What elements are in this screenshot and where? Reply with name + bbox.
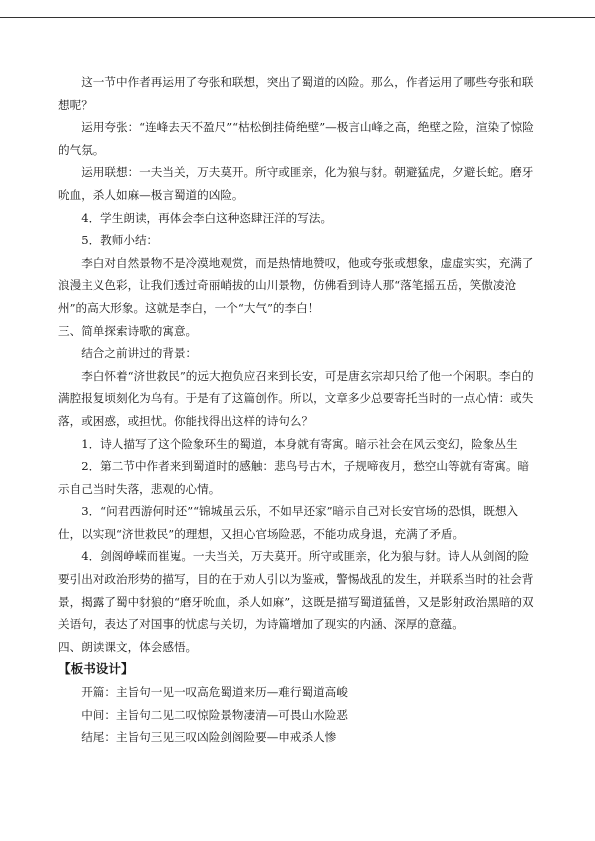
paragraph: 李白怀着“济世救民”的远大抱负应召来到长安，可是唐玄宗却只给了他一个闲职。李白的满腔报复顷刻化为乌有。于是有了这篇创作。所以，文章多少总要寄托当时的一点心情：或失落，或困惑，或担忧。你能找得出这样的诗句么？ bbox=[58, 368, 534, 428]
header-rule bbox=[0, 17, 595, 18]
document-body bbox=[58, 71, 538, 749]
paragraph: 运用夸张：“连峰去天不盈尺”“枯松倒挂倚绝壁”—极言山峰之高，绝壁之险，渲染了惊险的气氛。 bbox=[58, 120, 534, 157]
paragraph: 2．第二节中作者来到蜀道时的感触：悲鸟号古木，子规啼夜月，愁空山等就有寄寓。暗示自己当时失落，悲观的心情。 bbox=[58, 459, 530, 496]
board-line-ending: 结尾：主旨句三见三叹凶险剑阁险要—申戒杀人惨 bbox=[81, 730, 337, 745]
paragraph: 李白对自然景物不是冷漠地观赏，而是热情地赞叹，他或夸张或想象，虚虚实实，充满了浪漫主义色彩，让我们透过奇丽峭拔的山川景物，仿佛看到诗人那“落笔摇五岳，笑傲凌沧州”的高大形象。这就是李白，一个“大气”的李白！ bbox=[58, 255, 534, 315]
paragraph: 运用联想：一夫当关，万夫莫开。所守或匪亲，化为狼与豺。朝避猛虎，夕避长蛇。磨牙吮血，杀人如麻—极言蜀道的凶险。 bbox=[58, 165, 534, 202]
paragraph: 4．学生朗读，再体会李白这种恣肆汪洋的写法。 bbox=[81, 210, 333, 225]
paragraph: 1．诗人描写了这个险象环生的蜀道，本身就有寄寓。暗示社会在风云变幻，险象丛生 bbox=[81, 436, 518, 451]
board-line-middle: 中间：主旨句二见二叹惊险景物凄清—可畏山水险恶 bbox=[81, 707, 348, 722]
paragraph: 3．“问君西游何时还”“锦城虽云乐，不如早还家”暗示自己对长安官场的恐惧，既想入仕，以实现“济世救民”的理想，又担心官场险恶，不能功成身退，充满了矛盾。 bbox=[58, 504, 519, 541]
paragraph: 5．教师小结： bbox=[81, 233, 159, 248]
section-heading: 三、简单探索诗歌的寓意。 bbox=[58, 323, 198, 338]
section-heading: 四、朗读课文，体会感悟。 bbox=[58, 639, 198, 654]
board-line-opening: 开篇：主旨句一见一叹高危蜀道来历—难行蜀道高峻 bbox=[81, 685, 348, 700]
paragraph: 这一节中作者再运用了夸张和联想，突出了蜀道的凶险。那么，作者运用了哪些夸张和联想呢？ bbox=[58, 75, 534, 112]
paragraph: 结合之前讲过的背景： bbox=[81, 346, 198, 361]
board-design-heading: 【板书设计】 bbox=[58, 661, 134, 677]
paragraph: 4．剑阁峥嵘而崔嵬。一夫当关，万夫莫开。所守或匪亲，化为狼与豺。诗人从剑阁的险要引出对政治形势的描写，目的在于劝人引以为鉴戒，警惕战乱的发生，并联系当时的社会背景，揭露了蜀中豺狼的“磨牙吮血，杀人如麻”，这既是描写蜀道猛兽，又是影射政治黑暗的双关语句，表达了对国事的忧虑与关切，为诗篇增加了现实的内涵、深厚的意蕴。 bbox=[58, 549, 534, 632]
